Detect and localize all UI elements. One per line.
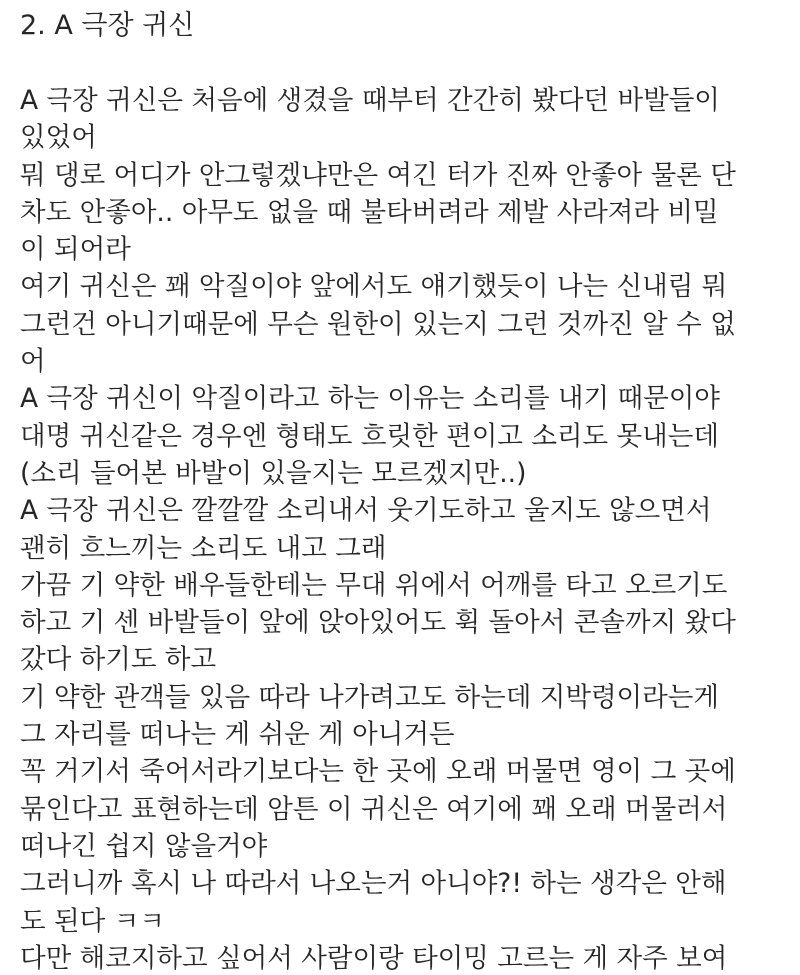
text-line: 차도 안좋아.. 아무도 없을 때 불타버려라 제발 사라져라 비밀 (20, 196, 719, 228)
text-line: (소리 들어본 바발이 있을지는 모르겠지만..) (20, 457, 527, 489)
text-line: 도 된다 ㅋㅋ (20, 905, 165, 937)
text-line: 있었어 (20, 122, 97, 154)
text-line: 묶인다고 표현하는데 암튼 이 귀신은 여기에 꽤 오래 머물러서 (20, 793, 728, 825)
text-line: 뭐 댕로 어디가 안그렇겠냐만은 여긴 터가 진짜 안좋아 물론 단 (20, 159, 736, 191)
text-line: 꼭 거기서 죽어서라기보다는 한 곳에 오래 머물면 영이 그 곳에 (20, 756, 736, 788)
text-line: 기 약한 관객들 있음 따라 나가려고도 하는데 지박령이라는게 (20, 681, 719, 713)
text-line: 이 되어라 (20, 234, 131, 266)
text-line: 가끔 기 약한 배우들한테는 무대 위에서 어깨를 타고 오르기도 (20, 569, 728, 601)
text-line: 여기 귀신은 꽤 악질이야 앞에서도 얘기했듯이 나는 신내림 뭐 (20, 271, 728, 303)
text-line: 대명 귀신같은 경우엔 형태도 흐릿한 편이고 소리도 못내는데 (20, 420, 719, 452)
text-line: 그러니까 혹시 나 따라서 나오는거 아니야?! 하는 생각은 안해 (20, 868, 727, 900)
text-line: A 극장 귀신은 처음에 생겼을 때부터 간간히 봤다던 바발들이 (20, 85, 720, 116)
text-line: 괜히 흐느끼는 소리도 내고 그래 (20, 532, 387, 564)
text-line: 떠나긴 쉽지 않을거야 (20, 830, 268, 862)
text-line: 그런건 아니기때문에 무슨 원한이 있는지 그런 것까진 알 수 없 (20, 308, 736, 340)
text-line: A 극장 귀신은 깔깔깔 소리내서 웃기도하고 울지도 않으면서 (20, 495, 712, 527)
text-line: A 극장 귀신이 악질이라고 하는 이유는 소리를 내기 때문이야 (20, 383, 720, 415)
text-line: 하고 기 센 바발들이 앞에 앉아있어도 휙 돌아서 콘솔까지 왔다 (20, 607, 736, 639)
text-line: 그 자리를 떠나는 게 쉬운 게 아니거든 (20, 719, 455, 751)
document-title: 2. A 극장 귀신 (20, 10, 195, 41)
text-line: 어 (20, 346, 46, 378)
text-line: 다만 해코지하고 싶어서 사람이랑 타이밍 고르는 게 자주 보여 (20, 942, 728, 974)
document-body (20, 82, 800, 975)
text-line: 갔다 하기도 하고 (20, 644, 217, 676)
